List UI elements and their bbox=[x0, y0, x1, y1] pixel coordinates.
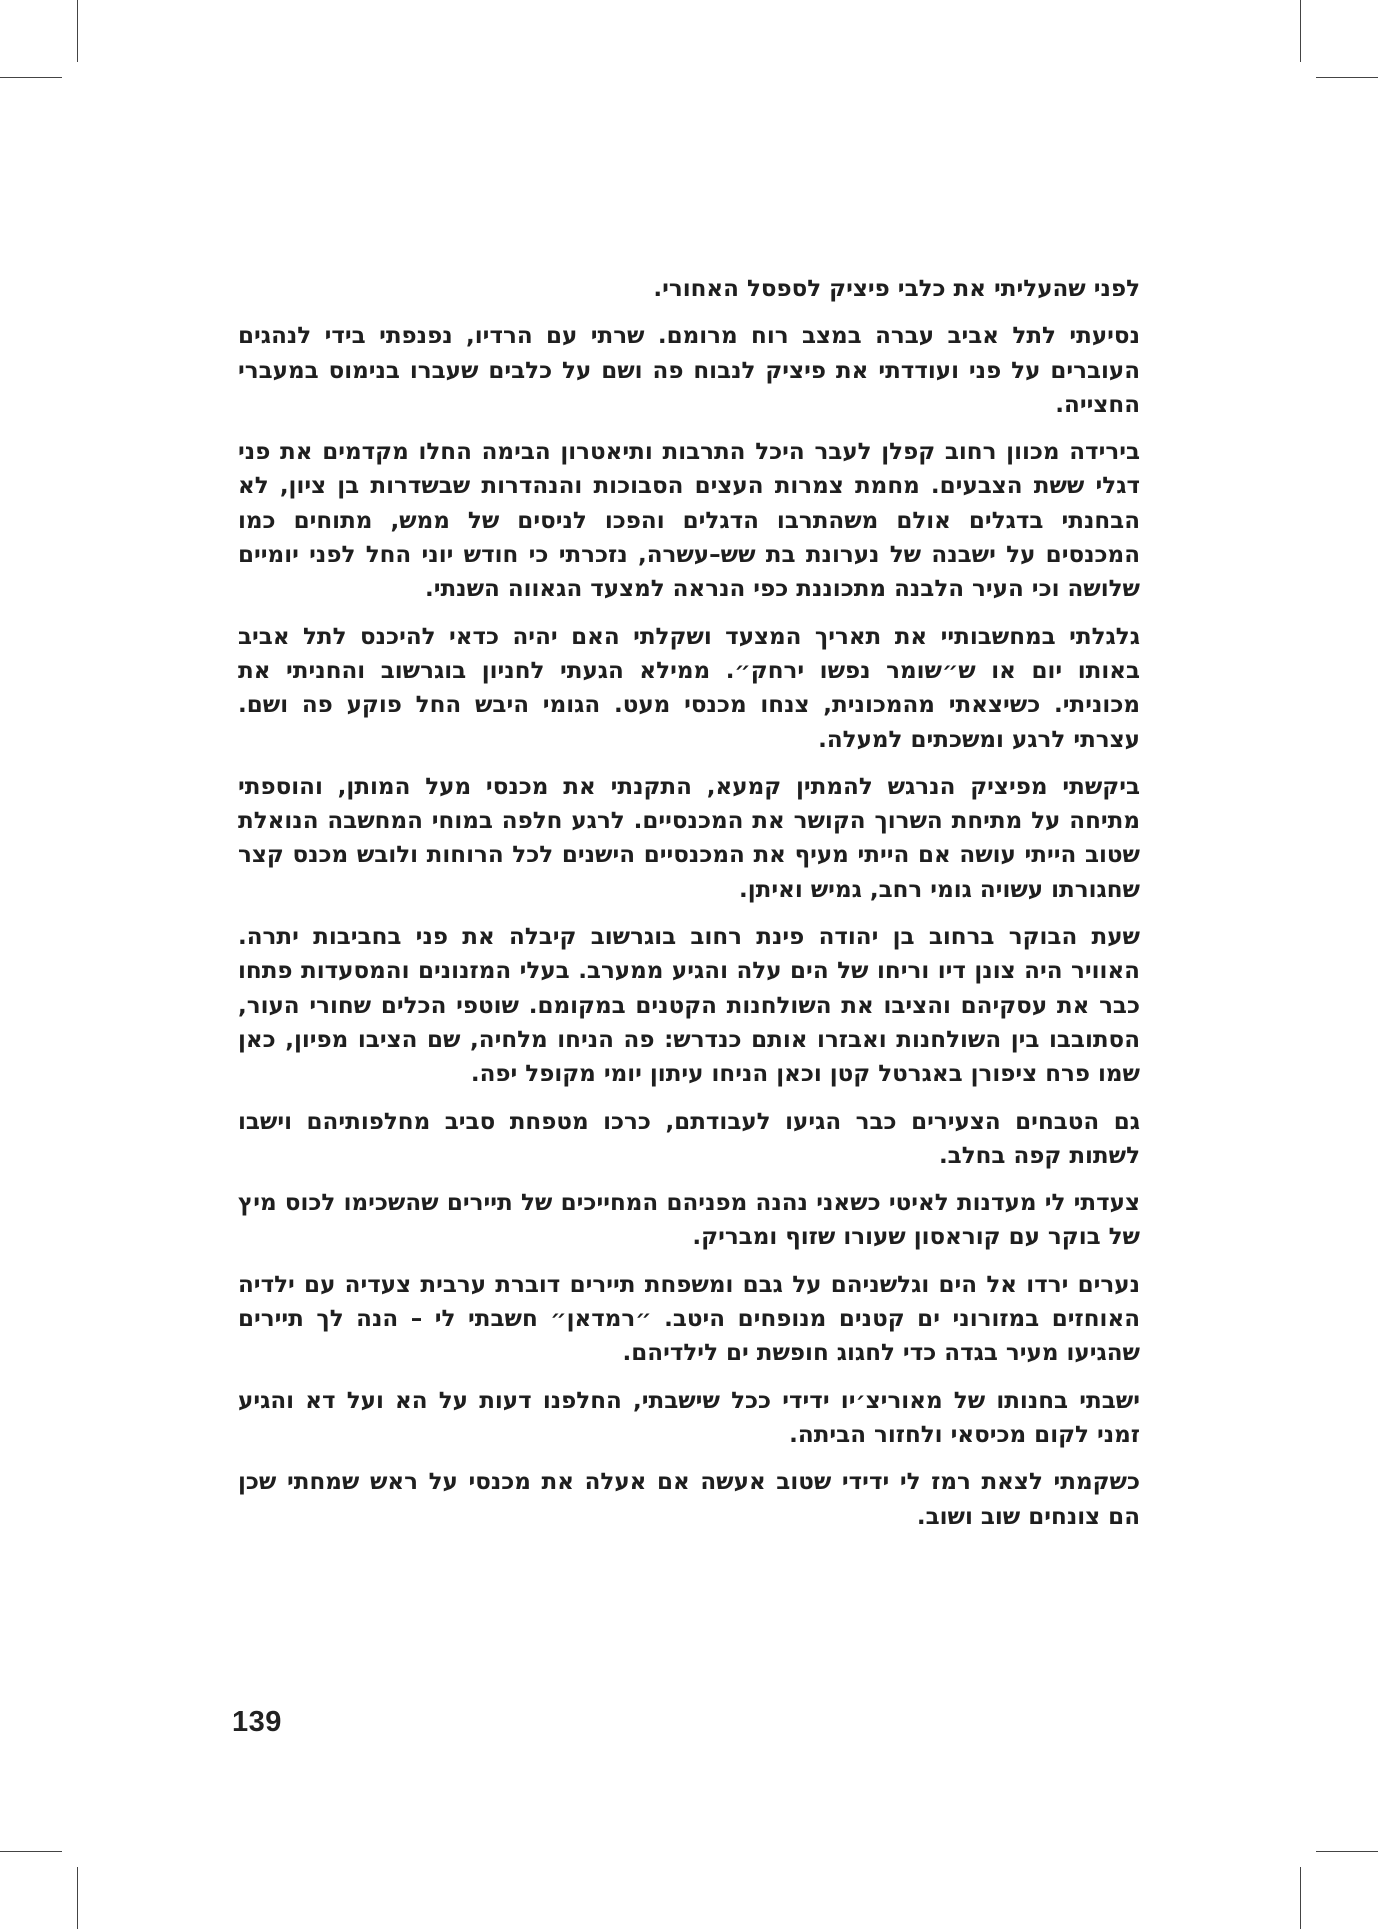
paragraph: נסיעתי לתל אביב עברה במצב רוח מרומם. שרתי עם הרדיו, נפנפתי בידי לנהגים העוברים על פני ועודדתי את פיציק לנבוח פה ושם על כלבים שעברו בנימוס במעברי החצייה. bbox=[238, 323, 1140, 418]
paragraph: גם הטבחים הצעירים כבר הגיעו לעבודתם, כרכו מטפחת סביב מחלפותיהם וישבו לשתות קפה בחלב. bbox=[238, 1108, 1140, 1169]
paragraph: גלגלתי במחשבותיי את תאריך המצעד ושקלתי האם יהיה כדאי להיכנס לתל אביב באותו יום או ש״שומר נפשו ירחק״. ממילא הגעתי לחניון בוגרשוב והחניתי את מכוניתי. כשיצאתי מהמכונית, צנחו מכנסי מעט. הגומי היבש החל פוקע פה ושם. עצרתי לרגע ומשכתים למעלה. bbox=[238, 623, 1140, 753]
paragraph: כשקמתי לצאת רמז לי ידידי שטוב אעשה אם אעלה את מכנסי על ראש שמחתי שכן הם צונחים שוב ושוב. bbox=[238, 1469, 1140, 1530]
paragraph: צעדתי לי מעדנות לאיטי כשאני נהנה מפניהם המחייכים של תיירים שהשכימו לכוס מיץ של בוקר עם קוראסון שעורו שזוף ומבריק. bbox=[238, 1190, 1140, 1251]
body-text bbox=[238, 272, 1140, 1547]
page-number: 139 bbox=[232, 1706, 282, 1738]
paragraph: ביקשתי מפיציק הנרגש להמתין קמעא, התקנתי את מכנסי מעל המותן, והוספתי מתיחה על מתיחת השרוך הקושר את המכנסיים. לרגע חלפה במוחי המחשבה הנואלת שטוב הייתי עושה אם הייתי מעיף את המכנסיים הישנים לכל הרוחות ולובש מכנס קצר שחגורתו עשויה גומי רחב, גמיש ואיתן. bbox=[238, 773, 1140, 903]
crop-mark-top-left bbox=[77, 0, 78, 62]
crop-mark-top-right bbox=[1300, 0, 1301, 62]
paragraph: בירידה מכוון רחוב קפלן לעבר היכל התרבות ותיאטרון הבימה החלו מקדמים את פני דגלי ששת הצבעים. מחמת צמרות העצים הסבוכות והנהדרות שבשדרות בן ציון, לא הבחנתי בדגלים אולם משהתרבו הדגלים והפכו לניסים של ממש, מתוחים כמו המכנסים על ישבנה של נערונת בת שש–עשרה, נזכרתי כי חודש יוני החל לפני יומיים שלושה וכי העיר הלבנה מתכוננת כפי הנראה למצעד הגאווה השנתי. bbox=[238, 439, 1140, 603]
paragraph: לפני שהעליתי את כלבי פיציק לספסל האחורי. bbox=[653, 276, 1140, 302]
paragraph: שעת הבוקר ברחוב בן יהודה פינת רחוב בוגרשוב קיבלה את פני בחביבות יתרה. האוויר היה צונן דיו וריחו של הים עלה והגיע ממערב. בעלי המזנונים והמסעדות פתחו כבר את עסקיהם והציבו את השולחנות הקטנים במקומם. שוטפי הכלים שחורי העור, הסתובבו בין השולחנות ואבזרו אותם כנדרש: פה הניחו מלחיה, שם הציבו מפיון, כאן שמו פרח ציפורן באגרטל קטן וכאן הניחו עיתון יומי מקופל יפה. bbox=[238, 924, 1140, 1088]
paragraph: ישבתי בחנותו של מאוריצ׳יו ידידי ככל שישבתי, החלפנו דעות על הא ועל דא והגיע זמני לקום מכיסאי ולחזור הביתה. bbox=[238, 1387, 1140, 1448]
crop-mark-bottom-right bbox=[1300, 1867, 1301, 1929]
crop-mark-left-upper bbox=[0, 77, 62, 78]
paragraph: נערים ירדו אל הים וגלשניהם על גבם ומשפחת תיירים דוברת ערבית צעדיה עם ילדיה האוחזים במזורוני ים קטנים מנופחים היטב. ״רמדאן״ חשבתי לי – הנה לך תיירים שהגיעו מעיר בגדה כדי לחגוג חופשת ים לילדיהם. bbox=[238, 1271, 1140, 1367]
crop-mark-bottom-left bbox=[77, 1867, 78, 1929]
crop-mark-right-lower bbox=[1316, 1851, 1378, 1852]
crop-mark-left-lower bbox=[0, 1851, 62, 1852]
crop-mark-right-upper bbox=[1316, 77, 1378, 78]
